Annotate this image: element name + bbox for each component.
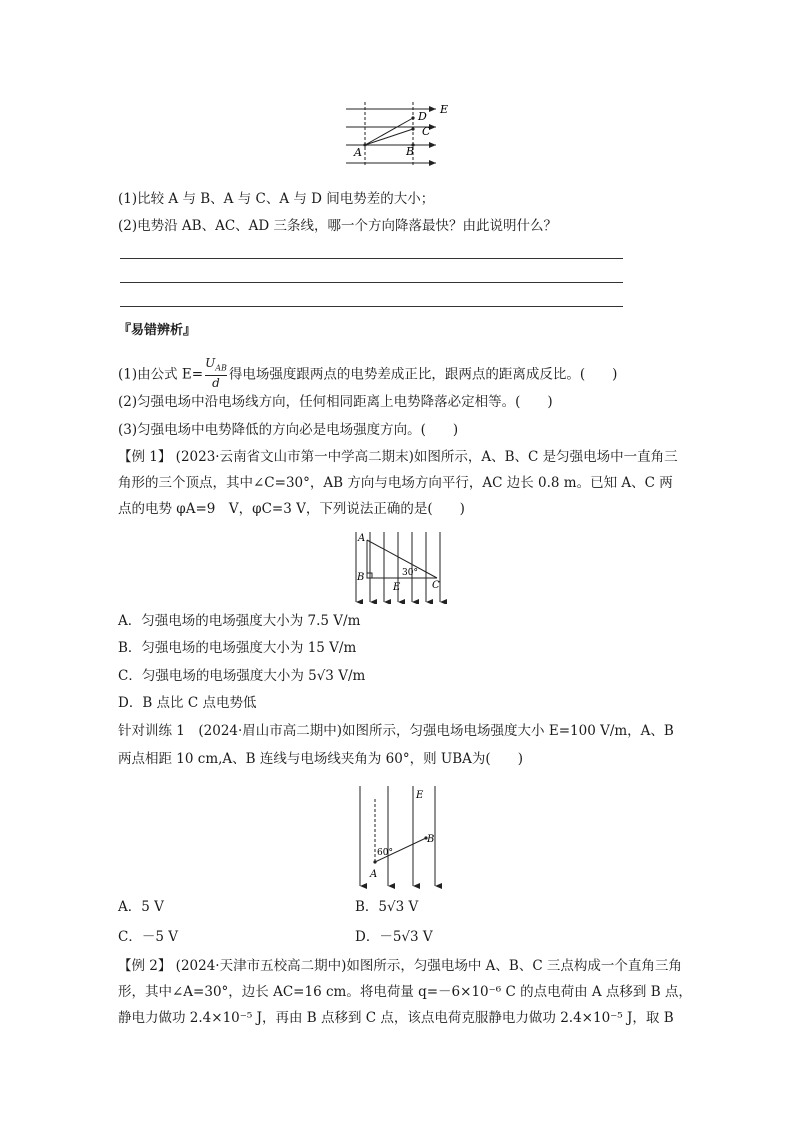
label-B: B (406, 145, 415, 158)
judgement-1-pre: (1)由公式 E= (118, 366, 204, 383)
field-diagram-1 (340, 100, 460, 166)
example-2-line-3: 静电力做功 2.4×10⁻⁵ J，再由 B 点移到 C 点，该点电荷克服静电力做功 2.4×10⁻⁵ J，取 B (118, 1010, 674, 1026)
training-1-option-B: B．5√3 V (355, 899, 419, 915)
label-C: C (422, 125, 431, 138)
example-1-line-1: 【例 1】 (2023·云南省文山市第一中学高二期末)如图所示，A、B、C 是匀强电场中一直角三 (118, 449, 678, 465)
answer-line-3 (120, 306, 623, 307)
example-1-option-D: D．B 点比 C 点电势低 (118, 695, 257, 711)
field-diagram-2 (350, 528, 450, 604)
label-E: E (393, 582, 401, 593)
label-B: B (357, 572, 365, 583)
example-1-line-3: 点的电势 φA=9 V，φC=3 V，下列说法正确的是( ) (118, 501, 465, 517)
question-2: (2)电势沿 AB、AC、AD 三条线，哪一个方向降落最快？由此说明什么？ (118, 218, 558, 234)
example-1-option-A: A．匀强电场的电场强度大小为 7.5 V/m (118, 613, 361, 629)
label-C: C (432, 580, 440, 591)
label-A: A (354, 146, 362, 159)
question-1: (1)比较 A 与 B、A 与 C、A 与 D 间电势差的大小； (118, 191, 435, 207)
label-D: D (418, 110, 427, 123)
label-E: E (440, 103, 449, 116)
judgement-2: (2)匀强电场中沿电场线方向，任何相同距离上电势降落必定相等。( ) (118, 394, 553, 410)
field-diagram-3 (350, 780, 450, 890)
training-1-line-2: 两点相距 10 cm,A、B 连线与电场线夹角为 60°，则 UBA为( ) (118, 751, 523, 767)
training-1-option-A: A．5 V (118, 899, 164, 915)
fraction-denominator: d (212, 376, 220, 391)
angle-label: 60° (377, 848, 393, 858)
example-1-line-2: 角形的三个顶点，其中∠C=30°，AB 方向与电场方向平行，AC 边长 0.8 m。已知 A、C 两 (118, 475, 673, 491)
judgement-1-post: 得电场强度跟两点的电势差成正比，跟两点的距离成反比。( ) (228, 366, 618, 383)
fraction-numerator: U (205, 356, 216, 370)
training-1-line-1: 针对训练 1 (2024·眉山市高二期中)如图所示，匀强电场电场强度大小 E=100 V/m，A、B (118, 723, 674, 739)
training-1-option-C: C．－5 V (118, 929, 178, 945)
answer-line-2 (120, 282, 623, 283)
training-1-option-D: D．－5√3 V (355, 929, 433, 945)
example-1-option-B: B．匀强电场的电场强度大小为 15 V/m (118, 640, 357, 656)
angle-label: 30° (402, 568, 418, 578)
label-E: E (416, 790, 424, 801)
example-2-line-1: 【例 2】 (2024·天津市五校高二期中)如图所示，匀强电场中 A、B、C 三点构成一个直角三角 (118, 958, 682, 974)
label-A: A (358, 533, 366, 544)
example-2-line-2: 形，其中∠A=30°，边长 AC=16 cm。将电荷量 q=－6×10⁻⁶ C 的点电荷由 A 点移到 B 点， (118, 984, 692, 1000)
section-title: 『易错辨析』 (118, 323, 197, 338)
label-A: A (370, 869, 378, 880)
judgement-3: (3)匀强电场中电势降低的方向必是电场强度方向。( ) (118, 422, 459, 438)
judgement-1 (118, 358, 617, 392)
formula-fraction (205, 356, 227, 390)
example-1-option-C: C．匀强电场的电场强度大小为 5√3 V/m (118, 668, 366, 684)
label-B: B (427, 834, 435, 845)
answer-line-1 (120, 258, 623, 259)
fraction-sub: AB (215, 363, 227, 373)
